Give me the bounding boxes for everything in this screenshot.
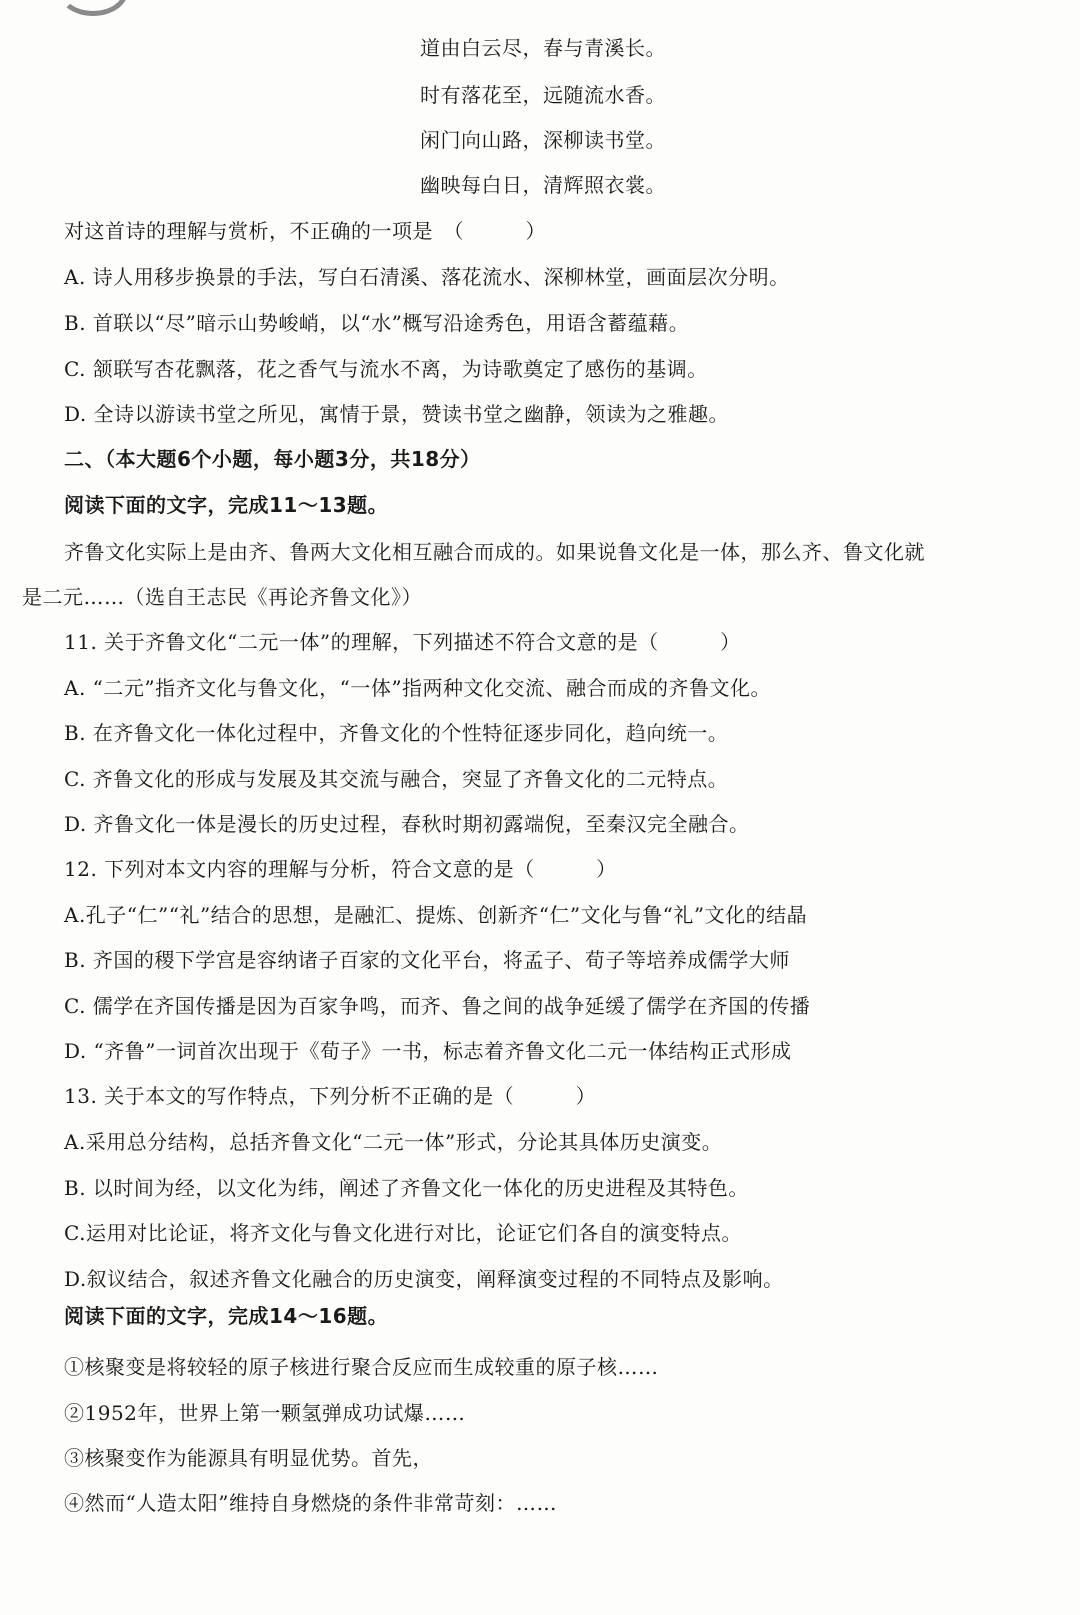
paragraph-1: ①核聚变是将较轻的原子核进行聚合反应而生成较重的原子核…… [64, 1355, 659, 1379]
q10-stem: 对这首诗的理解与赏析，不正确的一项是 （ ） [64, 219, 546, 243]
poem-line-3: 闲门向山路，深柳读书堂。 [420, 128, 666, 152]
q13-option-a: A.采用总分结构，总括齐鲁文化“二元一体”形式，分论其具体历史演变。 [64, 1130, 723, 1154]
q12-option-a: A.孔子“仁”“礼”结合的思想，是融汇、提炼、创新齐“仁”文化与鲁“礼”文化的结晶 [64, 903, 808, 927]
passage-line-2: 是二元……（选自王志民《再论齐鲁文化》） [22, 585, 422, 609]
section-2-heading: 二、（本大题6个小题，每小题3分，共18分） [64, 447, 481, 471]
q10-option-d: D. 全诗以游读书堂之所见，寓情于景，赞读书堂之幽静，领读为之雅趣。 [64, 402, 730, 426]
reading-instruction-11-13: 阅读下面的文字，完成11～13题。 [64, 493, 389, 517]
q11-option-a: A. “二元”指齐文化与鲁文化，“一体”指两种文化交流、融合而成的齐鲁文化。 [64, 676, 772, 700]
q11-option-c: C. 齐鲁文化的形成与发展及其交流与融合，突显了齐鲁文化的二元特点。 [64, 767, 729, 791]
q13-option-d: D.叙议结合，叙述齐鲁文化融合的历史演变，阐释演变过程的不同特点及影响。 [64, 1267, 784, 1291]
q12-option-b: B. 齐国的稷下学宫是容纳诸子百家的文化平台，将孟子、荀子等培养成儒学大师 [64, 948, 790, 972]
q10-option-b: B. 首联以“尽”暗示山势峻峭，以“水”概写沿途秀色，用语含蓄蕴藉。 [64, 311, 690, 335]
paragraph-4: ④然而“人造太阳”维持自身燃烧的条件非常苛刻：…… [64, 1491, 557, 1515]
paragraph-2: ②1952年，世界上第一颗氢弹成功试爆…… [64, 1401, 466, 1425]
passage-line-1: 齐鲁文化实际上是由齐、鲁两大文化相互融合而成的。如果说鲁文化是一体，那么齐、鲁文化就 [64, 540, 925, 564]
q13-stem: 13. 关于本文的写作特点，下列分析不正确的是（ ） [64, 1084, 597, 1108]
page-corner-mark [58, 0, 128, 16]
reading-instruction-14-16: 阅读下面的文字，完成14～16题。 [64, 1304, 389, 1328]
paragraph-3: ③核聚变作为能源具有明显优势。首先， [64, 1446, 433, 1470]
poem-line-4: 幽映每白日，清辉照衣裳。 [420, 173, 666, 197]
q10-option-c: C. 颔联写杏花飘落，花之香气与流水不离，为诗歌奠定了感伤的基调。 [64, 357, 708, 381]
q11-option-b: B. 在齐鲁文化一体化过程中，齐鲁文化的个性特征逐步同化，趋向统一。 [64, 721, 729, 745]
q11-option-d: D. 齐鲁文化一体是漫长的历史过程，春秋时期初露端倪，至秦汉完全融合。 [64, 812, 750, 836]
q11-stem: 11. 关于齐鲁文化“二元一体”的理解，下列描述不符合文意的是（ ） [64, 630, 741, 654]
q12-option-c: C. 儒学在齐国传播是因为百家争鸣，而齐、鲁之间的战争延缓了儒学在齐国的传播 [64, 994, 811, 1018]
q12-stem: 12. 下列对本文内容的理解与分析，符合文意的是（ ） [64, 857, 617, 881]
q13-option-b: B. 以时间为经，以文化为纬，阐述了齐鲁文化一体化的历史进程及其特色。 [64, 1176, 749, 1200]
q12-option-d: D. “齐鲁”一词首次出现于《荀子》一书，标志着齐鲁文化二元一体结构正式形成 [64, 1039, 792, 1063]
q13-option-c: C.运用对比论证，将齐文化与鲁文化进行对比，论证它们各自的演变特点。 [64, 1221, 742, 1245]
q10-option-a: A. 诗人用移步换景的手法，写白石清溪、落花流水、深柳林堂，画面层次分明。 [64, 265, 790, 289]
poem-line-1: 道由白云尽，春与青溪长。 [420, 36, 666, 60]
poem-line-2: 时有落花至，远随流水香。 [420, 83, 666, 107]
